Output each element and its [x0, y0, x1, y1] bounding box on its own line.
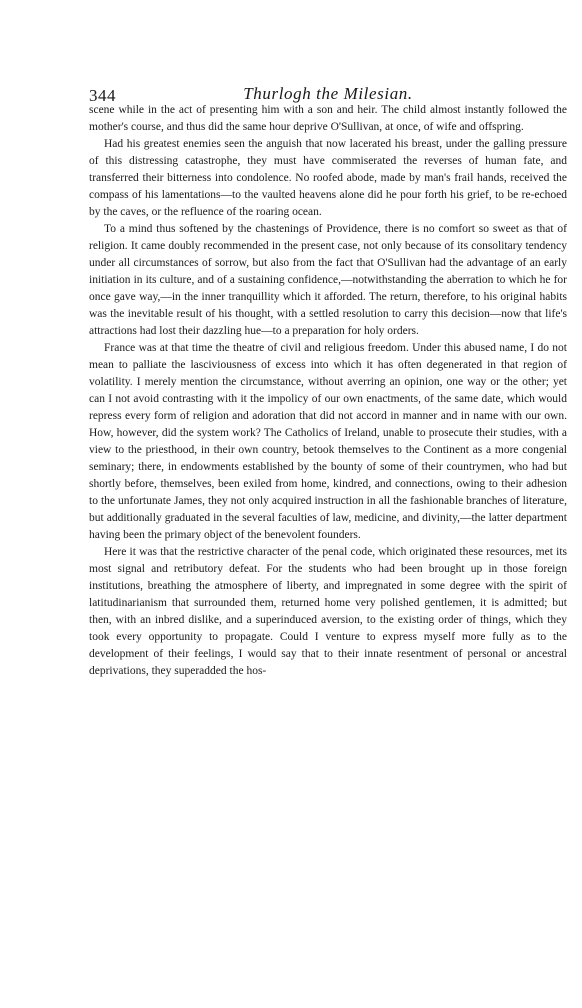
paragraph: scene while in the act of presenting him with a son and heir. The child almost instantly followed the mother's course, and thus did the same hour deprive O'Sullivan, at once, of wife and offspring. — [89, 104, 567, 133]
paragraph: Had his greatest enemies seen the anguish that now lacerated his breast, under the galling pressure of this distressing catastrophe, they must have commiserated the reverses of human fate, and transferred their bitterness into condolence. No roofed abode, made by man's frail hands, received the compass of his lamentations—to the vaulted heavens alone did he pour forth his grief, to be re-echoed by the caves, or the refluence of the roaring ocean. — [89, 138, 567, 218]
body-text — [89, 102, 567, 680]
page-number: 344 — [89, 86, 116, 105]
paragraph: To a mind thus softened by the chastenings of Providence, there is no comfort so sweet as that of religion. It came doubly recommended in the present case, not only because of its consolitary tendency under all circumstances of sorrow, but also from the fact that O'Sullivan had the advantage of an early initiation in its culture, and of a sustaining confidence,—notwithstanding the aberration to which he for once gave way,—in the inner tranquillity which it afforded. The return, therefore, to his original habits was the inevitable result of his thought, with a settled resolution to carry this decision—now that life's attractions had lost their dazzling hue—to a preparation for holy orders. — [89, 223, 567, 337]
paragraph: Here it was that the restrictive character of the penal code, which originated these resources, met its most signal and retributory defeat. For the students who had been brought up in those foreign institutions, breathing the atmosphere of liberty, and impregnated in some degree with the spirit of latitudinarianism that surrounded them, returned home very polished gentlemen, it is admitted; but then, with an inbred dislike, and a superinduced aversion, to the existing order of things, which they took every opportunity to propagate. Could I venture to express myself more fully as to the development of their feelings, I would say that to their innate resentment of personal or ancestral deprivations, they superadded the hos- — [89, 546, 567, 677]
paragraph: France was at that time the theatre of civil and religious freedom. Under this abused name, I do not mean to palliate the lasciviousness of excess into which it has often degenerated in that region of volatility. I merely mention the circumstance, without averring an opinion, one way or the other; yet can I not avoid contrasting with it the impolicy of our own enactments, of the same date, which would repress every form of religion and adoration that did not accord in manner and in name with our own. How, however, did the system work? The Catholics of Ireland, unable to prosecute their studies, with a view to the priesthood, in their own country, betook themselves to the Continent as a more congenial seminary; there, in endowments established by the bounty of some of their countrymen, who had but shortly before, themselves, been exiled from home, kindred, and connections, owing to their adhesion to the unfortunate James, they not only acquired instruction in all the fashionable branches of literature, but additionally graduated in the several faculties of law, medicine, and divinity,—the latter department having been the primary object of the benevolent founders. — [89, 342, 567, 541]
book-page — [89, 72, 567, 680]
running-title: Thurlogh the Milesian. — [243, 84, 413, 103]
running-head — [89, 72, 567, 105]
